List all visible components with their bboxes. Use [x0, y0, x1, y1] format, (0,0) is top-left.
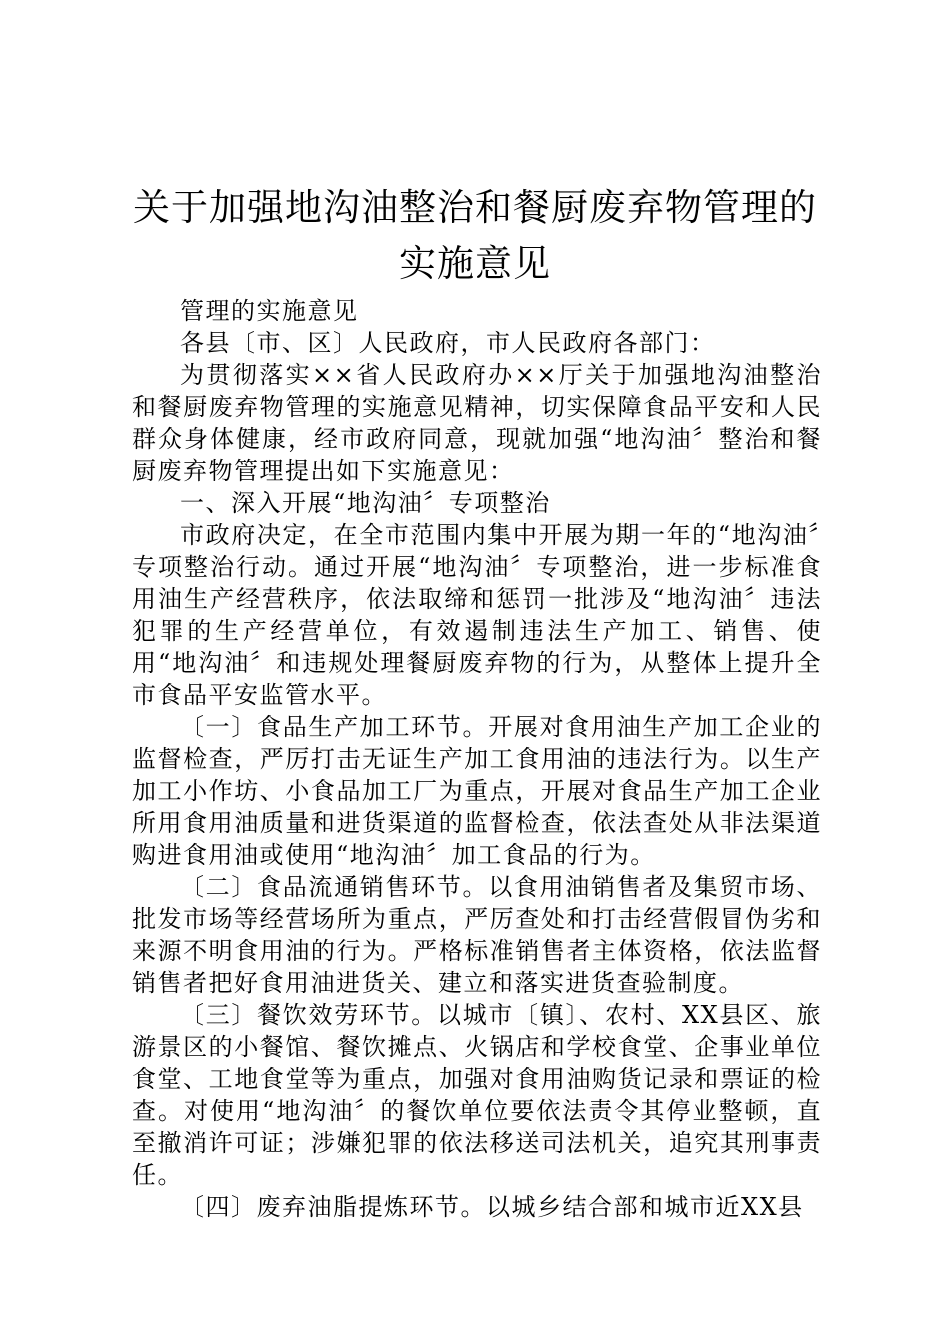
paragraph-item-2: 〔二〕食品流通销售环节。以食用油销售者及集贸市场、批发市场等经营场所为重点，严厉查处和打击经营假冒伪劣和来源不明食用油的行为。严格标准销售者主体资格，依法监督销售者把好食用油进货关、建立和落实进货查验制度。 [132, 873, 822, 997]
paragraph-item-3: 〔三〕餐饮效劳环节。以城市〔镇〕、农村、XX县区、旅游景区的小餐馆、餐饮摊点、火锅店和学校食堂、企事业单位食堂、工地食堂等为重点，加强对食用油购货记录和票证的检查。对使用“地沟油〞的餐饮单位要依法责令其停业整顿，直至撤消许可证；涉嫌犯罪的依法移送司法机关，追究其刑事责任。 [132, 1001, 822, 1189]
document-body [132, 295, 822, 1223]
paragraph-item-4: 〔四〕废弃油脂提炼环节。以城乡结合部和城市近XX县 [180, 1193, 804, 1221]
document-title: 关于加强地沟油整治和餐厨废弃物管理的实施意见 [133, 186, 817, 285]
paragraph-intro: 为贯彻落实××省人民政府办××厅关于加强地沟油整治和餐厨废弃物管理的实施意见精神，切实保障食品平安和人民群众身体健康，经市政府同意，现就加强“地沟油〞整治和餐厨废弃物管理提出如下实施意见： [132, 361, 822, 485]
paragraph-section-1: 市政府决定，在全市范围内集中开展为期一年的“地沟油〞专项整治行动。通过开展“地沟油〞专项整治，进一步标准食用油生产经营秩序，依法取缔和惩罚一批涉及“地沟油〞违法犯罪的生产经营单位，有效遏制违法生产加工、销售、使用“地沟油〞和违规处理餐厨废弃物的行为，从整体上提升全市食品平安监管水平。 [132, 521, 822, 709]
paragraph-subtitle: 管理的实施意见 [180, 297, 359, 325]
section-heading-1: 一、深入开展“地沟油〞专项整治 [180, 489, 551, 517]
paragraph-item-1: 〔一〕食品生产加工环节。开展对食用油生产加工企业的监督检查，严厉打击无证生产加工食用油的违法行为。以生产加工小作坊、小食品加工厂为重点，开展对食品生产加工企业所用食用油质量和进货渠道的监督检查，依法查处从非法渠道购进食用油或使用“地沟油〞加工食品的行为。 [132, 713, 822, 869]
paragraph-addressee: 各县〔市、区〕人民政府，市人民政府各部门： [180, 329, 716, 357]
